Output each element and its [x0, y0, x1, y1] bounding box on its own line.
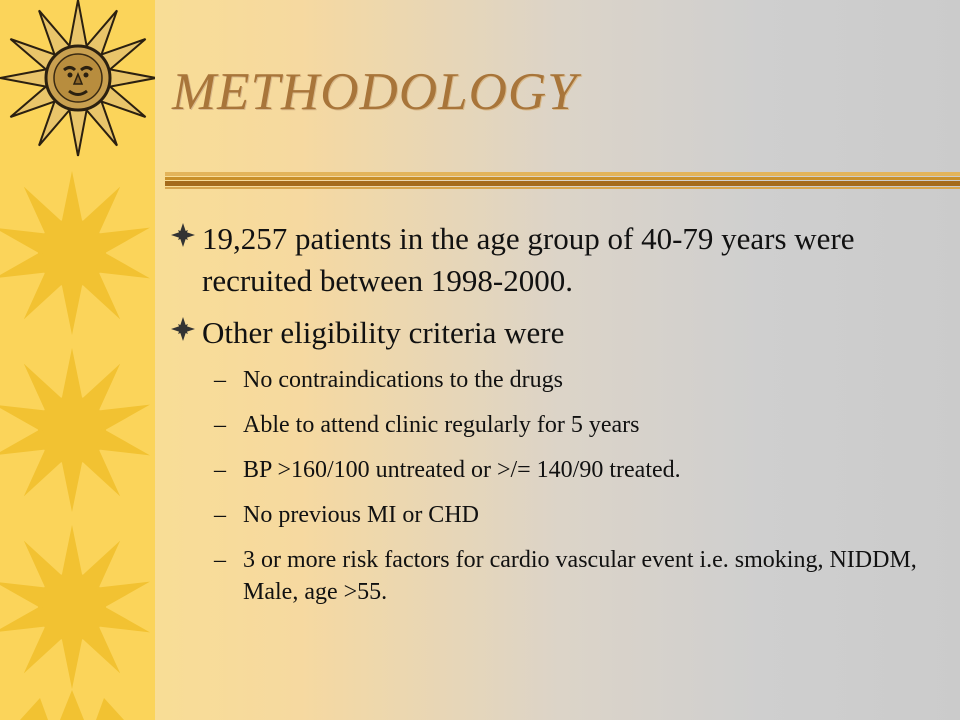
dash-marker: –	[214, 502, 226, 528]
sub-bullet-item	[170, 364, 930, 396]
title-divider	[165, 172, 960, 190]
dash-marker: –	[214, 457, 226, 483]
sub-bullet-item	[170, 454, 930, 486]
sub-bullet-text: No previous MI or CHD	[243, 502, 479, 528]
sub-bullet-text: No contraindications to the drugs	[243, 367, 563, 393]
bullet-text: Other eligibility criteria were	[202, 315, 565, 350]
slide-body	[170, 218, 930, 621]
sun-icon	[0, 345, 155, 515]
sub-bullet-item	[170, 544, 930, 608]
bullet-text: 19,257 patients in the age group of 40-79 years were recruited between 1998-2000.	[202, 221, 855, 298]
sub-bullet-text: BP >160/100 untreated or >/= 140/90 treated.	[243, 457, 681, 483]
slide-title: METHODOLOGY	[172, 63, 578, 121]
sub-bullet-text: Able to attend clinic regularly for 5 years	[243, 412, 640, 438]
bullet-item	[170, 218, 930, 302]
sun-icon	[0, 168, 155, 338]
sun-face-icon	[0, 0, 155, 165]
dash-marker: –	[214, 367, 226, 393]
dash-marker: –	[214, 547, 226, 573]
sub-bullet-text: 3 or more risk factors for cardio vascular event i.e. smoking, NIDDM, Male, age >55.	[243, 547, 917, 605]
sun-icon	[0, 690, 155, 720]
star-bullet-icon	[170, 316, 196, 342]
sub-bullet-item	[170, 499, 930, 531]
sun-icon	[0, 522, 155, 692]
decorative-left-strip	[0, 0, 155, 720]
dash-marker: –	[214, 412, 226, 438]
sub-bullet-item	[170, 409, 930, 441]
star-bullet-icon	[170, 222, 196, 248]
bullet-item	[170, 312, 930, 354]
